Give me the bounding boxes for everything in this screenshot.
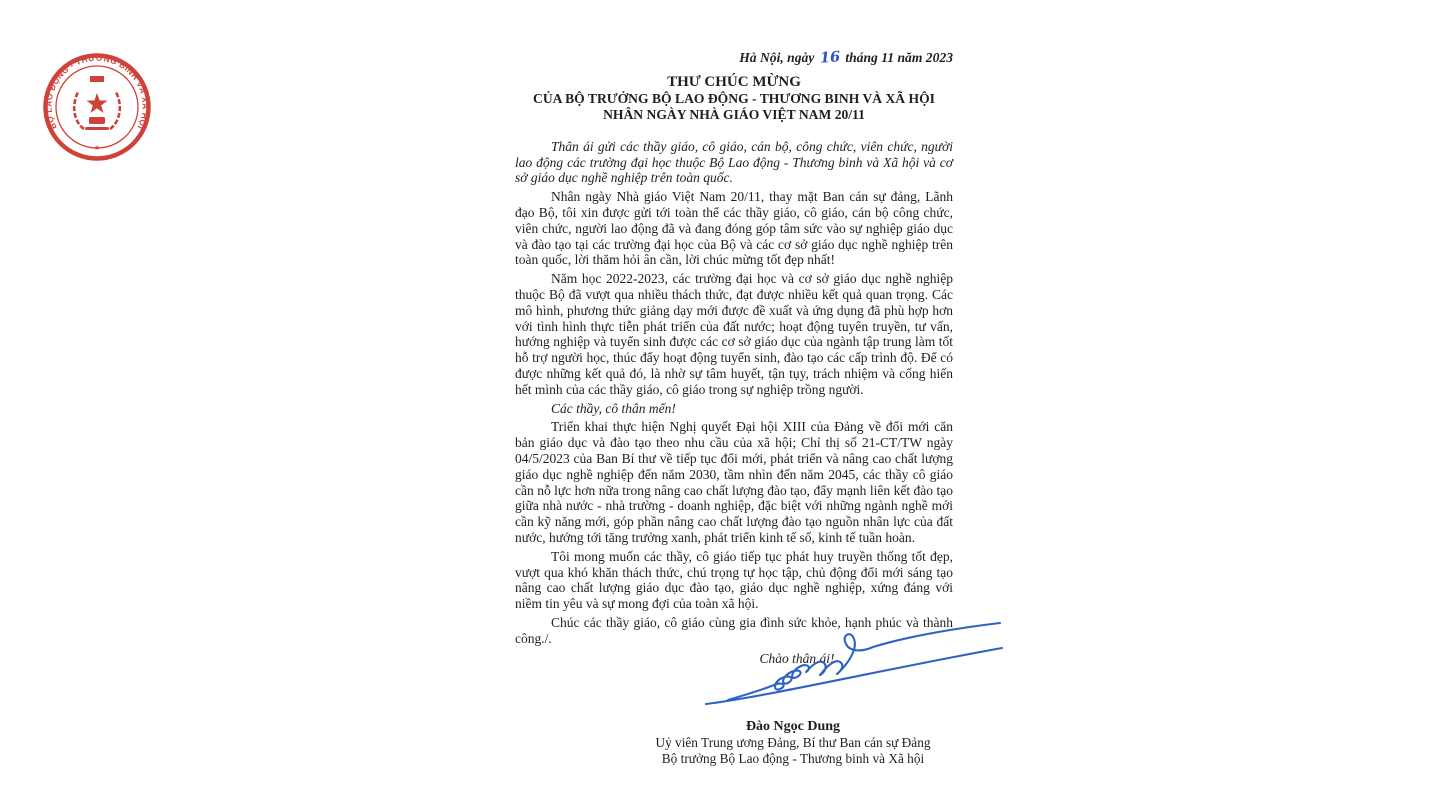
stamp-wreath-right <box>110 92 120 129</box>
congratulation-letter <box>515 0 953 766</box>
date-place: Hà Nội, ngày <box>739 50 815 65</box>
body-paragraph-1: Nhân ngày Nhà giáo Việt Nam 20/11, thay mặt Ban cán sự đảng, Lãnh đạo Bộ, tôi xin được gửi tới toàn thể các thầy giáo, cô giáo, cán bộ công chức, viên chức, người lao động đã và đang đóng góp tâm sức vào sự nghiệp giáo dục và đào tạo tại các trường đại học của Bộ và các cơ sở giáo dục nghề nghiệp trên toàn quốc, lời thăm hỏi ân cần, lời chúc mừng tốt đẹp nhất! <box>515 189 953 268</box>
date-line <box>515 50 953 66</box>
salutation-paragraph: Thân ái gửi các thầy giáo, cô giáo, cán bộ, công chức, viên chức, người lao động các trường đại học thuộc Bộ Lao động - Thương binh và Xã hội và cơ sở giáo dục nghề nghiệp trên toàn quốc. <box>515 138 953 186</box>
stamp-bottom-star: ★ <box>93 144 101 152</box>
signer-block <box>623 718 963 765</box>
stamp-emblem-banner <box>90 76 104 82</box>
ministry-seal-stamp <box>40 50 154 164</box>
stamp-emblem-gear <box>89 117 105 124</box>
letter-subtitle-2: NHÂN NGÀY NHÀ GIÁO VIỆT NAM 20/11 <box>603 106 865 122</box>
body-paragraph-3: Triển khai thực hiện Nghị quyết Đại hội XIII của Đảng về đổi mới căn bản giáo dục và đào tạo theo nhu cầu của xã hội; Chỉ thị số 21-CT/TW ngày 04/5/2023 của Ban Bí thư về tiếp tục đổi mới, phát triển và nâng cao chất lượng giáo dục nghề nghiệp đến năm 2030, tầm nhìn đến năm 2045, các thầy cô giáo cần nỗ lực hơn nữa trong nâng cao chất lượng đào tạo, đẩy mạnh liên kết đào tạo giữa nhà nước - nhà trường - doanh nghiệp, đặc biệt với những ngành nghề mới cần kỹ năng mới, góp phần nâng cao chất lượng đào tạo nguồn nhân lực của đất nước, hướng tới tăng trưởng xanh, phát triển kinh tế số, kinh tế tuần hoàn. <box>515 419 953 545</box>
stamp-wreath-left <box>74 92 84 129</box>
signer-title-2: Bộ trưởng Bộ Lao động - Thương binh và Xã hội <box>661 750 925 766</box>
body-paragraph-2: Năm học 2022-2023, các trường đại học và cơ sở giáo dục nghề nghiệp thuộc Bộ đã vượt qua nhiều thách thức, đạt được nhiều kết quả quan trọng. Các mô hình, phương thức giảng dạy mới được đề xuất và ứng dụng đã phù hợp hơn với tình hình thực tiễn phát triển của đất nước; hoạt động tuyên truyền, tư vấn, hướng nghiệp và tuyển sinh được các cơ sở giáo dục của ngành tập trung làm tốt hỗ trợ người học, thúc đẩy hoạt động tuyển sinh, đào tạo các cấp trình độ. Để có được những kết quả đó, là nhờ sự tâm huyết, tận tụy, trách nhiệm và cống hiến hết mình của các thầy giáo, cô giáo trong sự nghiệp trồng người. <box>515 271 953 397</box>
closing-line: Chúc các thầy giáo, cô giáo cùng gia đình sức khỏe, hạnh phúc và thành công./. <box>515 614 953 646</box>
farewell-line: Chào thân ái! <box>759 650 835 666</box>
handwritten-day: 16 <box>819 48 841 67</box>
stamp-emblem-star <box>87 93 108 113</box>
stamp-outer-ring <box>44 53 150 159</box>
body-paragraph-4: Tôi mong muốn các thầy, cô giáo tiếp tục phát huy truyền thống tốt đẹp, vượt qua khó khăn thách thức, chú trọng tự học tập, chủ động đổi mới sáng tạo nâng cao chất lượng giáo dục đào tạo, giáo dục nghề nghiệp, xứng đáng với niềm tin yêu và sự mong đợi của toàn xã hội. <box>515 548 953 612</box>
stamp-ring-text: BỘ LAO ĐỘNG - THƯƠNG BINH VÀ XÃ HỘI <box>44 53 150 131</box>
date-suffix: tháng 11 năm 2023 <box>845 50 953 65</box>
letter-title: THƯ CHÚC MỪNG <box>667 73 801 90</box>
stamp-inner-ring <box>56 66 138 148</box>
address-line: Các thầy, cô thân mến! <box>551 400 676 416</box>
signer-name: Đào Ngọc Dung <box>745 719 841 735</box>
stamp-emblem-base <box>85 127 109 130</box>
signer-title-1: Uỷ viên Trung ương Đảng, Bí thư Ban cán sự Đảng <box>655 735 931 751</box>
letter-subtitle-1: CỦA BỘ TRƯỞNG BỘ LAO ĐỘNG - THƯƠNG BINH VÀ XÃ HỘI <box>533 90 935 106</box>
